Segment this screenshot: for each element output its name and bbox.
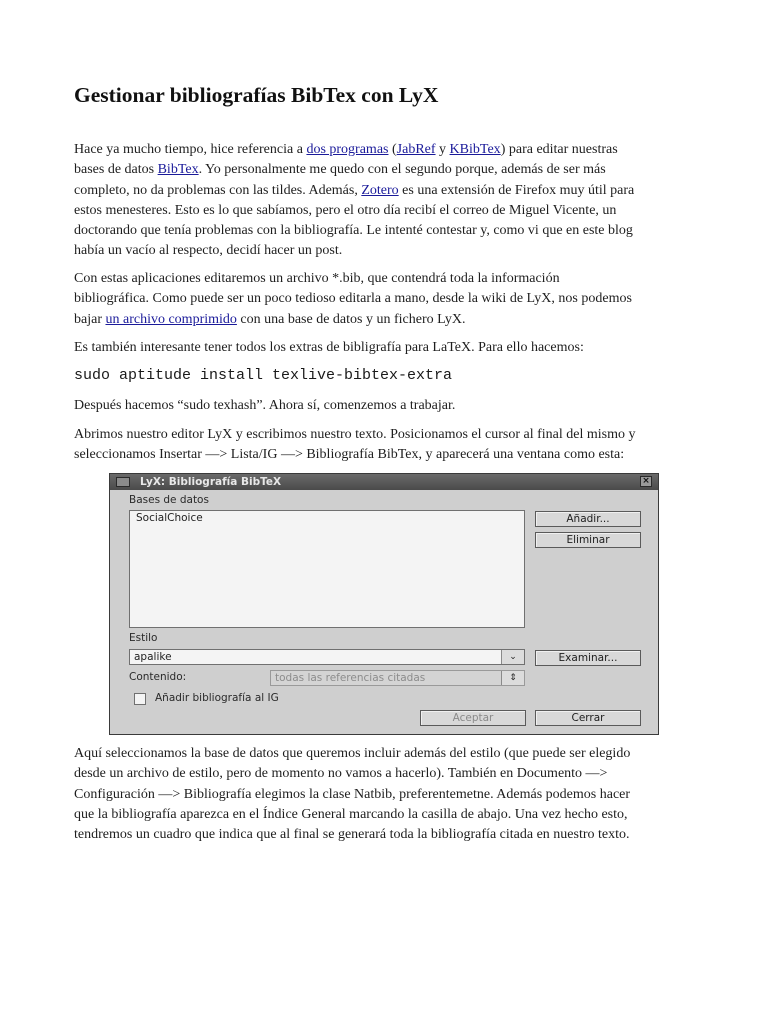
style-value: apalike (134, 651, 172, 663)
add-to-index-checkbox[interactable] (134, 693, 146, 705)
content-combo[interactable] (270, 670, 525, 686)
link-zotero[interactable]: Zotero (361, 182, 399, 198)
paragraph-texhash: Después hacemos “sudo texhash”. Ahora sí, comenzemos a trabajar. (74, 398, 456, 413)
content-label: Contenido: (129, 671, 187, 683)
accept-button[interactable]: Aceptar (420, 710, 526, 726)
chevron-down-icon[interactable]: ⌄ (501, 650, 524, 664)
paragraph-applications: Con estas aplicaciones editaremos un archivo *.bib, que contendrá toda la información bibliográfica. Como puede ser un poco tedioso editarla a mano, desde la wiki de LyX, nos podemos bajar un archivo comprimido con una base de datos y un fichero LyX. (74, 271, 632, 327)
style-label: Estilo (129, 632, 158, 644)
add-button[interactable]: Añadir... (535, 511, 641, 527)
databases-list[interactable] (129, 510, 525, 628)
page-title: Gestionar bibliografías BibTex con LyX (74, 83, 439, 107)
link-bibtex[interactable]: BibTex (157, 162, 199, 178)
link-jabref[interactable]: JabRef (396, 142, 436, 157)
paragraph-select-database: Aquí seleccionamos la base de datos que queremos incluir además del estilo (que puede ser elegido desde un archivo de estilo, pero de momento no vamos a hacerlo). También en Documento —> Configuración —> Bibliografía elegimos la clase Natbib, preferentemetne. Además podemos hacer que la bibliografía aparezca en el Índice General marcando la casilla de abajo. Una vez hecho esto, tendremos un cuadro que indica que al final se generará toda la bibliografía citada en nuestro texto. (74, 746, 631, 843)
paragraph-extras: Es también interesante tener todos los extras de bibligrafía para LaTeX. Para ello hacemos: (74, 340, 584, 355)
paragraph-intro: Hace ya mucho tiempo, hice referencia a dos programas (JabRef y KBibTex) para editar nuestras bases de datos BibTex. Yo personalmente me quedo con el segundo porque, además de ser más completo, no da problemas con las tildes. Además, Zotero es una extensión de Firefox muy útil para estos menesteres. Esto es lo que sabíamos, pero el otro día recibí el correo de Miguel Vicente, un doctorando que tenía problemas con la bibliografía. Le intenté contestar y, como vi que en este blog había un vacío al respecto, decidí hacer un post. (74, 142, 635, 259)
style-combo[interactable] (129, 649, 525, 665)
dialog-title: LyX: Bibliografía BibTeX (140, 476, 282, 488)
dialog-titlebar (110, 474, 658, 490)
close-icon[interactable]: × (640, 476, 652, 487)
remove-button[interactable]: Eliminar (535, 532, 641, 548)
close-button[interactable]: Cerrar (535, 710, 641, 726)
window-menu-icon[interactable] (116, 477, 130, 487)
databases-label: Bases de datos (129, 494, 209, 506)
code-command: sudo aptitude install texlive-bibtex-extra (74, 367, 453, 384)
bibtex-dialog-screenshot (109, 473, 659, 735)
content-value: todas las referencias citadas (275, 672, 426, 684)
spinner-arrows-icon[interactable]: ⇕ (501, 671, 524, 685)
add-to-index-label: Añadir bibliografía al IG (155, 692, 279, 704)
link-dos-programas[interactable]: dos programas (306, 142, 389, 157)
list-item[interactable]: SocialChoice (136, 512, 203, 524)
browse-button[interactable]: Examinar... (535, 650, 641, 666)
paragraph-open-editor: Abrimos nuestro editor LyX y escribimos nuestro texto. Posicionamos el cursor al final del mismo y seleccionamos Insertar —> Lista/IG —> Bibliografía BibTex, y aparecerá una ventana como esta: (74, 427, 636, 463)
link-archivo-comprimido[interactable]: un archivo comprimido (105, 311, 237, 327)
link-kbibtex[interactable]: KBibTex (449, 142, 501, 157)
